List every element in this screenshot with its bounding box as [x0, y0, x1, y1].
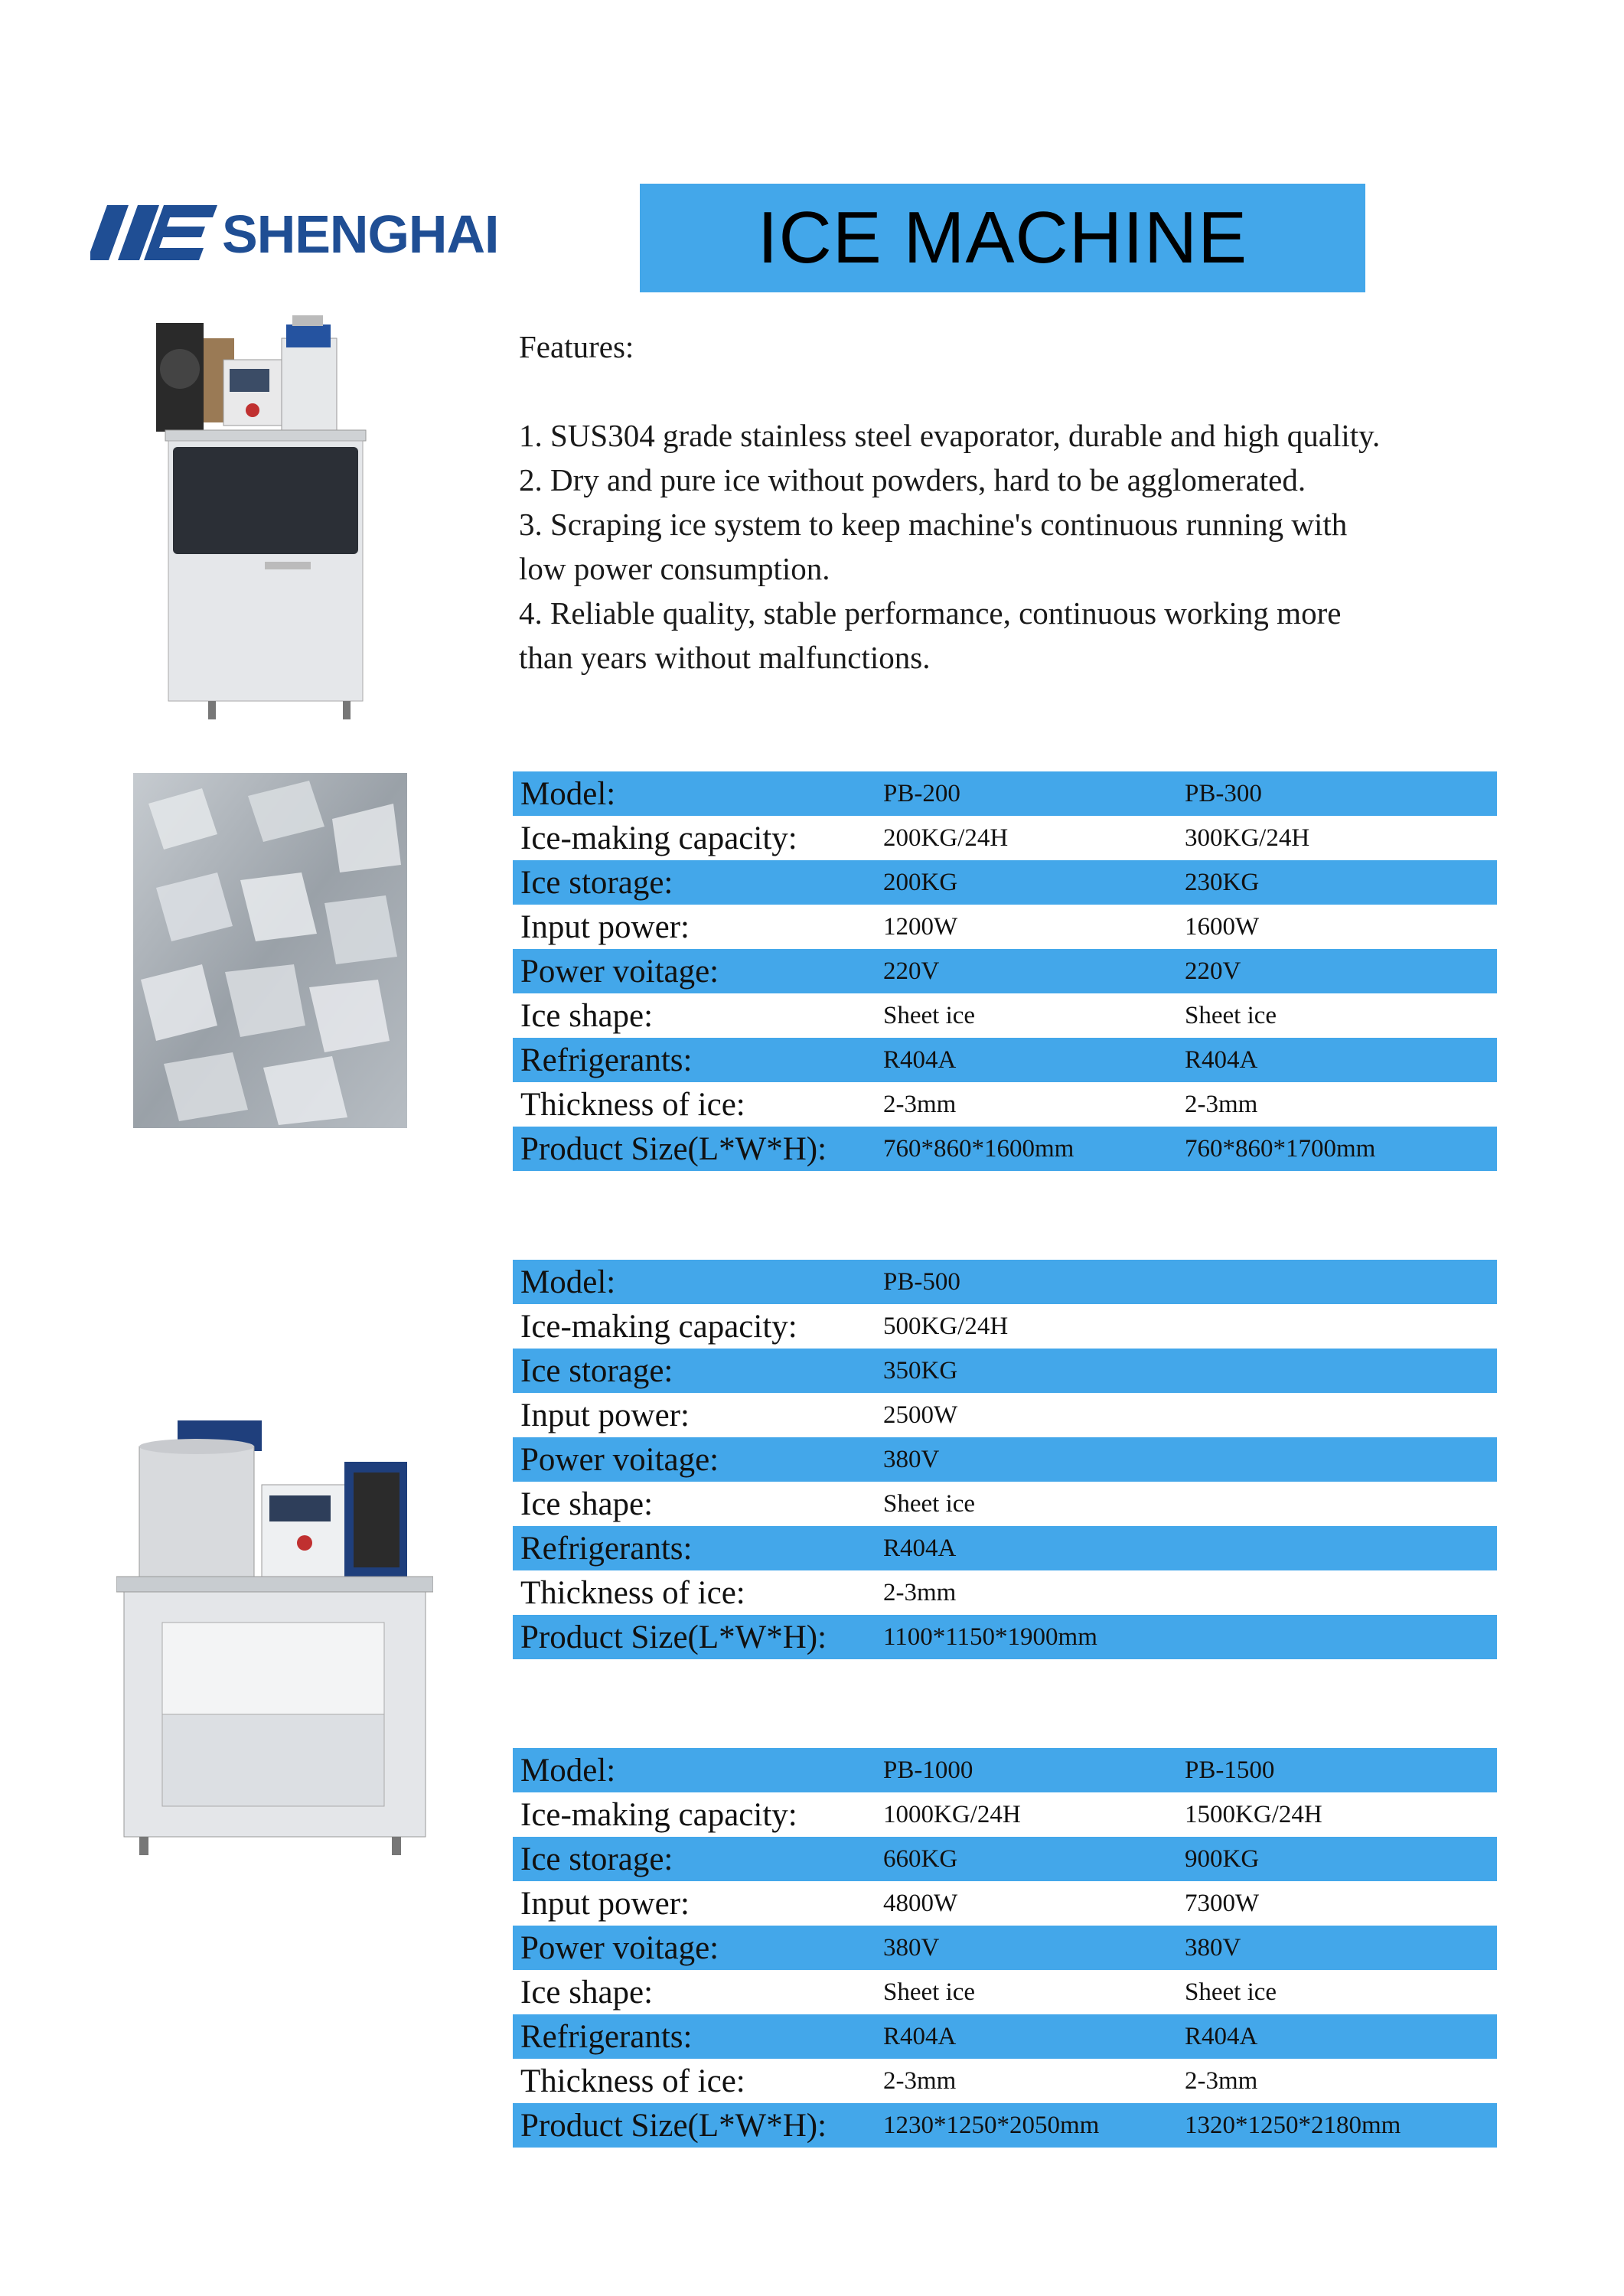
table-row — [513, 1837, 1497, 1881]
spec-table-pb200-pb300 — [513, 771, 1497, 1171]
spec-value: PB-1500 — [1185, 1756, 1275, 1784]
feature-line: 3. Scraping ice system to keep machine's continuous running with — [519, 507, 1348, 542]
table-row — [513, 1881, 1497, 1926]
table-row — [513, 1082, 1497, 1127]
spec-value: 380V — [883, 1933, 940, 1962]
spec-value: 230KG — [1185, 868, 1260, 896]
spec-value: 4800W — [883, 1889, 958, 1917]
table-row — [513, 1260, 1497, 1304]
logo-mark-icon — [90, 201, 220, 265]
spec-label: Model: — [520, 775, 616, 812]
feature-line: 2. Dry and pure ice without powders, hard to be agglomerated. — [519, 462, 1306, 497]
spec-value: 220V — [883, 957, 940, 985]
spec-value: R404A — [883, 1534, 957, 1562]
spec-value: R404A — [1185, 2022, 1258, 2050]
spec-value: 350KG — [883, 1356, 958, 1384]
spec-value: 1320*1250*2180mm — [1185, 2111, 1401, 2139]
table-row — [513, 1748, 1497, 1792]
spec-table-pb500 — [513, 1260, 1497, 1659]
table-row — [513, 1570, 1497, 1615]
spec-value: 760*860*1700mm — [1185, 1134, 1376, 1163]
spec-label: Ice storage: — [520, 1352, 673, 1389]
spec-label: Thickness of ice: — [520, 2063, 745, 2099]
table-row — [513, 816, 1497, 860]
spec-value: 380V — [1185, 1933, 1241, 1962]
spec-table-pb1000-pb1500 — [513, 1748, 1497, 2148]
spec-value: Sheet ice — [883, 1001, 976, 1029]
spec-value: Sheet ice — [883, 1489, 976, 1518]
spec-label: Ice storage: — [520, 864, 673, 901]
spec-label: Refrigerants: — [520, 1042, 693, 1078]
spec-value: 1230*1250*2050mm — [883, 2111, 1100, 2139]
spec-label: Power voitage: — [520, 1929, 719, 1966]
spec-value: 2-3mm — [1185, 1090, 1258, 1118]
table-row — [513, 1792, 1497, 1837]
table-row — [513, 860, 1497, 905]
spec-value: 1000KG/24H — [883, 1800, 1021, 1828]
table-row — [513, 1970, 1497, 2014]
title-banner — [640, 184, 1365, 292]
table-row — [513, 2014, 1497, 2059]
spec-value: 220V — [1185, 957, 1241, 985]
features-heading: Features: — [519, 329, 634, 364]
spec-value: 2-3mm — [883, 1578, 957, 1606]
spec-value: 2-3mm — [1185, 2066, 1258, 2095]
spec-label: Ice shape: — [520, 1486, 654, 1522]
features-section — [519, 325, 1514, 680]
spec-label: Input power: — [520, 908, 690, 945]
feature-line: than years without malfunctions. — [519, 640, 931, 675]
flake-ice-photo — [133, 773, 407, 1128]
spec-label: Input power: — [520, 1885, 690, 1922]
spec-label: Refrigerants: — [520, 1530, 693, 1567]
spec-value: 1600W — [1185, 912, 1260, 941]
spec-value: R404A — [1185, 1045, 1258, 1074]
spec-label: Model: — [520, 1752, 616, 1789]
spec-label: Ice-making capacity: — [520, 1308, 797, 1345]
large-ice-machine-photo — [116, 1416, 433, 1860]
feature-line: 4. Reliable quality, stable performance, continuous working more — [519, 595, 1342, 631]
page-title: ICE MACHINE — [757, 197, 1248, 279]
spec-label: Product Size(L*W*H): — [520, 2107, 827, 2144]
spec-label: Thickness of ice: — [520, 1574, 745, 1611]
table-row — [513, 1482, 1497, 1526]
spec-value: Sheet ice — [1185, 1001, 1277, 1029]
spec-label: Power voitage: — [520, 1441, 719, 1478]
table-row — [513, 1615, 1497, 1659]
spec-label: Model: — [520, 1264, 616, 1300]
table-row — [513, 1304, 1497, 1349]
table-row — [513, 771, 1497, 816]
spec-value: PB-500 — [883, 1267, 960, 1296]
spec-value: 2500W — [883, 1401, 958, 1429]
table-row — [513, 2059, 1497, 2103]
spec-label: Ice shape: — [520, 997, 654, 1034]
spec-label: Product Size(L*W*H): — [520, 1619, 827, 1655]
spec-label: Ice-making capacity: — [520, 820, 797, 856]
spec-value: R404A — [883, 1045, 957, 1074]
spec-value: 7300W — [1185, 1889, 1260, 1917]
table-row — [513, 993, 1497, 1038]
feature-line: low power consumption. — [519, 551, 830, 586]
table-row — [513, 1526, 1497, 1570]
table-row — [513, 2103, 1497, 2148]
spec-label: Power voitage: — [520, 953, 719, 990]
table-row — [513, 1926, 1497, 1970]
spec-value: PB-300 — [1185, 779, 1262, 807]
spec-value: 1200W — [883, 912, 958, 941]
table-row — [513, 949, 1497, 993]
table-row — [513, 1393, 1497, 1437]
brand-name: SHENGHAI — [222, 204, 499, 264]
spec-value: 1500KG/24H — [1185, 1800, 1322, 1828]
brand-logo — [90, 201, 519, 265]
spec-value: 300KG/24H — [1185, 823, 1310, 852]
spec-value: Sheet ice — [1185, 1978, 1277, 2006]
spec-label: Refrigerants: — [520, 2018, 693, 2055]
spec-value: 380V — [883, 1445, 940, 1473]
spec-value: PB-1000 — [883, 1756, 973, 1784]
spec-value: 660KG — [883, 1844, 958, 1873]
table-row — [513, 1349, 1497, 1393]
spec-value: 500KG/24H — [883, 1312, 1009, 1340]
spec-value: 1100*1150*1900mm — [883, 1623, 1097, 1651]
table-row — [513, 1127, 1497, 1171]
spec-label: Ice storage: — [520, 1841, 673, 1877]
table-row — [513, 905, 1497, 949]
spec-value: 760*860*1600mm — [883, 1134, 1075, 1163]
table-row — [513, 1038, 1497, 1082]
spec-label: Ice shape: — [520, 1974, 654, 2011]
spec-label: Product Size(L*W*H): — [520, 1130, 827, 1167]
small-ice-machine-photo — [150, 315, 373, 736]
spec-value: Sheet ice — [883, 1978, 976, 2006]
feature-line: 1. SUS304 grade stainless steel evaporator, durable and high quality. — [519, 418, 1381, 453]
spec-value: PB-200 — [883, 779, 960, 807]
spec-value: 2-3mm — [883, 1090, 957, 1118]
spec-value: 900KG — [1185, 1844, 1260, 1873]
spec-label: Thickness of ice: — [520, 1086, 745, 1123]
spec-label: Input power: — [520, 1397, 690, 1433]
spec-value: 200KG/24H — [883, 823, 1009, 852]
spec-value: 2-3mm — [883, 2066, 957, 2095]
spec-value: 200KG — [883, 868, 958, 896]
table-row — [513, 1437, 1497, 1482]
spec-value: R404A — [883, 2022, 957, 2050]
spec-label: Ice-making capacity: — [520, 1796, 797, 1833]
